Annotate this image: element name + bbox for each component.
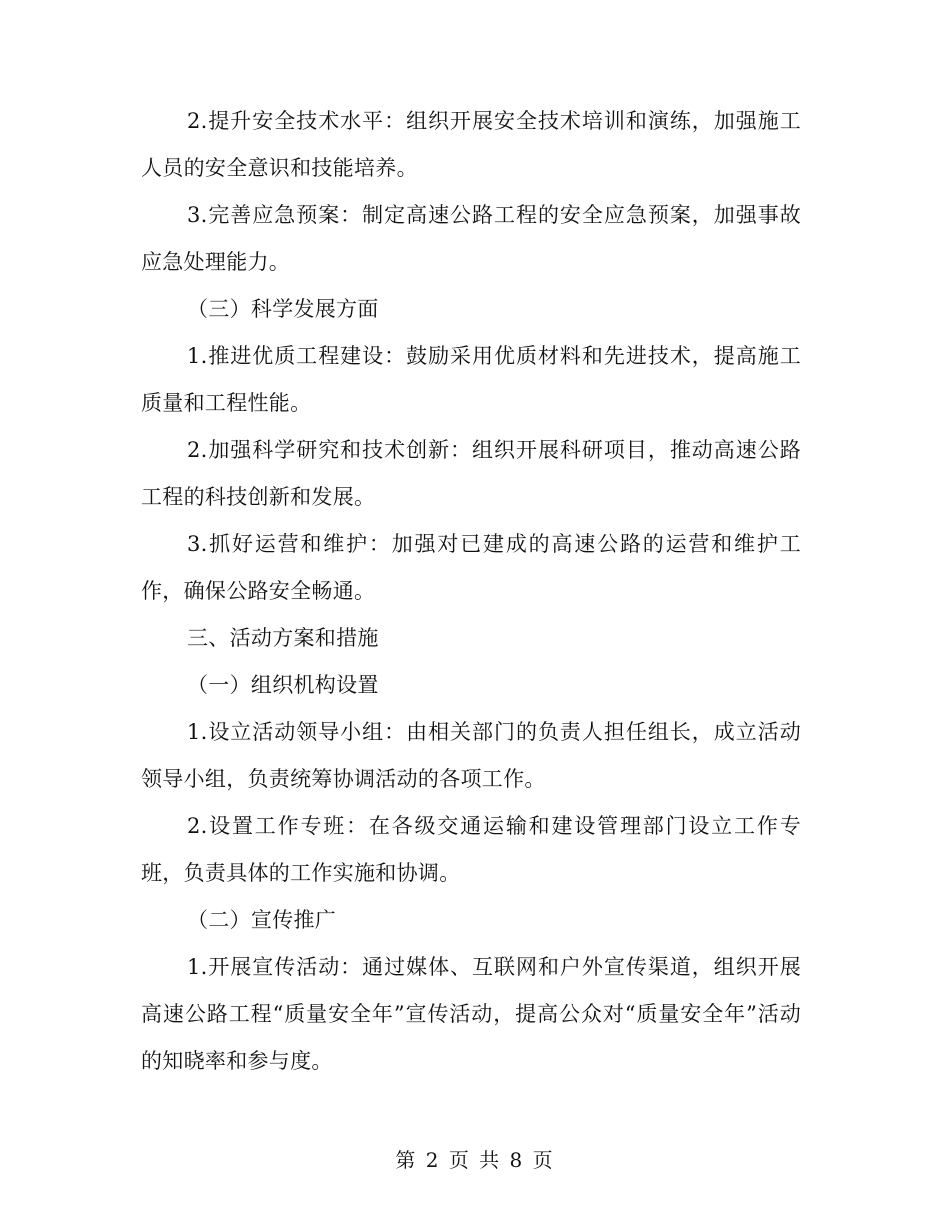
paragraph-publicity-activities: 1.开展宣传活动：通过媒体、互联网和户外宣传渠道，组织开展高速公路工程“质量安全年”宣传活动，提高公众对“质量安全年”活动的知晓率和参与度。	[141, 955, 801, 1073]
section-heading-activity-plan: 三、活动方案和措施	[187, 626, 379, 650]
page-number-footer: 第 2 页 共 8 页	[395, 1148, 555, 1172]
paragraph-quality-engineering: 1.推进优质工程建设：鼓励采用优质材料和先进技术，提高施工质量和工程性能。	[141, 344, 801, 415]
paragraph-leading-group: 1.设立活动领导小组：由相关部门的负责人担任组长，成立活动领导小组，负责统筹协调活动的各项工作。	[141, 720, 801, 791]
paragraph-operation-maintenance: 3.抓好运营和维护：加强对已建成的高速公路的运营和维护工作，确保公路安全畅通。	[141, 532, 801, 603]
paragraph-research-innovation: 2.加强科学研究和技术创新：组织开展科研项目，推动高速公路工程的科技创新和发展。	[141, 438, 801, 509]
paragraph-safety-tech: 2.提升安全技术水平：组织开展安全技术培训和演练，加强施工人员的安全意识和技能培养。	[141, 109, 801, 180]
subheading-organization: （一）组织机构设置	[187, 673, 379, 697]
paragraph-emergency-plan: 3.完善应急预案：制定高速公路工程的安全应急预案，加强事故应急处理能力。	[141, 203, 801, 274]
subheading-scientific-development: （三）科学发展方面	[187, 297, 379, 321]
paragraph-work-team: 2.设置工作专班：在各级交通运输和建设管理部门设立工作专班，负责具体的工作实施和协调。	[141, 814, 801, 885]
subheading-publicity: （二）宣传推广	[187, 908, 337, 932]
document-body	[141, 98, 801, 1085]
